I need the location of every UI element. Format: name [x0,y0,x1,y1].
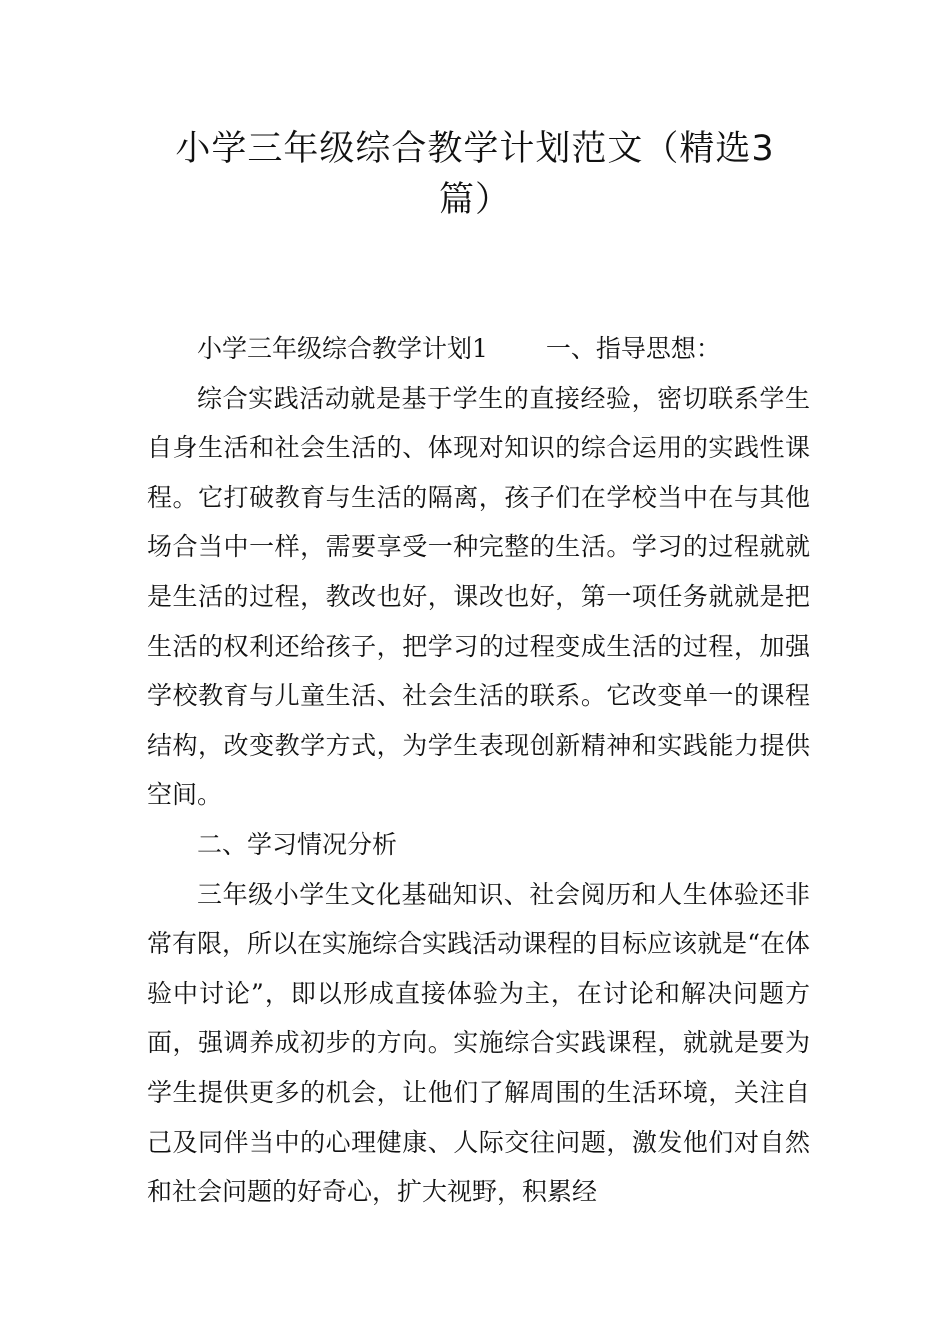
section-heading-line [147,324,810,374]
document-title: 小学三年级综合教学计划范文（精选3篇） [175,129,775,220]
document-body [147,324,810,1217]
section-label: 小学三年级综合教学计划1 [197,334,488,363]
heading-learning-analysis: 二、学习情况分析 [197,829,398,859]
paragraph-learning-analysis: 三年级小学生文化基础知识、社会阅历和人生体验还非常有限，所以在实施综合实践活动课程的目标应该就是“在体验中讨论”，即以形成直接体验为主，在讨论和解决问题方面，强调养成初步的方向。实施综合实践课程，就就是要为学生提供更多的机会，让他们了解周围的生活环境，关注自己及同伴当中的心理健康、人际交往问题，激发他们对自然和社会问题的好奇心，扩大视野，积累经 [147,879,810,1207]
paragraph-guiding-thought: 综合实践活动就是基于学生的直接经验，密切联系学生自身生活和社会生活的、体现对知识的综合运用的实践性课程。它打破教育与生活的隔离，孩子们在学校当中在与其他场合当中一样，需要享受一种完整的生活。学习的过程就就是生活的过程，教改也好，课改也好，第一项任务就就是把生活的权利还给孩子，把学习的过程变成生活的过程，加强学校教育与儿童生活、社会生活的联系。它改变单一的课程结构，改变教学方式，为学生表现创新精神和实践能力提供空间。 [147,383,810,810]
heading-guiding-thought: 一、指导思想： [545,334,721,363]
